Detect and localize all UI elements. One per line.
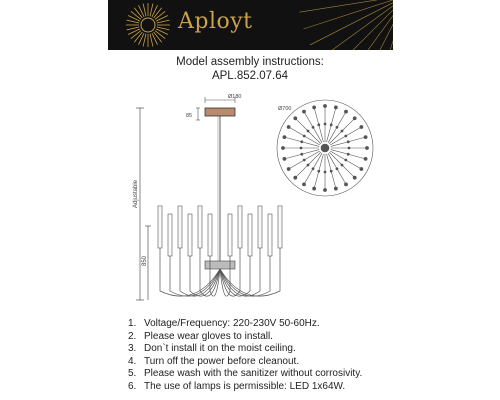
body-height-label: 850: [142, 255, 148, 266]
instruction-item: 4. Turn off the power before cleanout.: [128, 355, 300, 367]
instruction-item: 2. Please wear gloves to install.: [128, 330, 273, 342]
diameter-label: Ø700: [278, 106, 292, 112]
instruction-item: 3. Don`t install it on the moist ceiling.: [128, 343, 296, 355]
chandelier-drawing: [0, 86, 500, 316]
top-width-label: Ø180: [228, 94, 242, 100]
brand-banner: [108, 0, 393, 50]
model-number: APL.852.07.64: [211, 70, 289, 82]
top-view: [277, 100, 373, 196]
instruction-item: 5. Please wash with the sanitizer without corrosivity.: [128, 368, 363, 380]
cap-height-label: 85: [186, 113, 193, 119]
adjustable-label: Adjustable: [133, 179, 139, 208]
instruction-list: [128, 318, 362, 394]
page-title: Model assembly instructions:: [176, 56, 324, 68]
instruction-item: 6. The use of lamps is permissible: LED 1x64W.: [128, 380, 346, 392]
center-hub: [205, 261, 235, 269]
instruction-item: 1. Voltage/Frequency: 220-230V 50-60Hz.: [128, 318, 320, 329]
brand-name: Aployt: [178, 9, 253, 34]
